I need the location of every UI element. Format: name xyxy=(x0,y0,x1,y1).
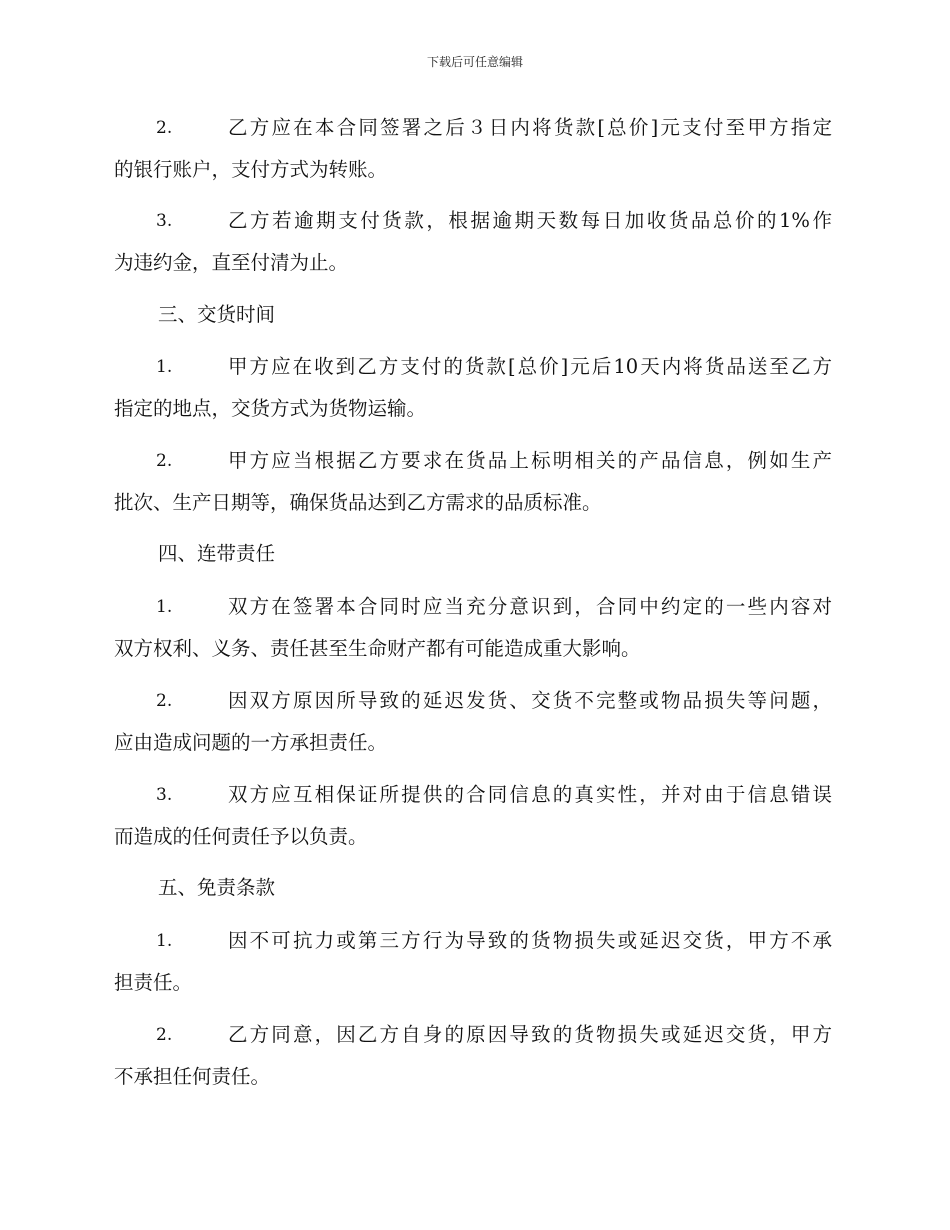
clause-text-line2: 担责任。 xyxy=(114,971,193,994)
clause-text-line2: 为违约金，直至付清为止。 xyxy=(114,251,349,274)
clause-text-line2: 的银行账户，支付方式为转账。 xyxy=(114,158,388,181)
clause-text-line1: 甲方应当根据乙方要求在货品上标明相关的产品信息，例如生产 xyxy=(228,449,832,472)
clause-text-line2: 而造成的任何责任予以负责。 xyxy=(114,825,368,848)
clause-text-line1: 双方在签署本合同时应当充分意识到，合同中约定的一些内容对 xyxy=(228,595,832,618)
clause-number: 2. xyxy=(156,451,173,471)
clause-text-line2: 应由造成问题的一方承担责任。 xyxy=(114,731,388,754)
clause-number: 1. xyxy=(156,357,173,377)
clause-text-line1: 因双方原因所导致的延迟发货、交货不完整或物品损失等问题， xyxy=(228,689,832,712)
clause-number: 2. xyxy=(156,1025,173,1045)
clause-number: 2. xyxy=(156,118,173,138)
clause-text-line1: 乙方同意，因乙方自身的原因导致的货物损失或延迟交货，甲方 xyxy=(228,1023,832,1046)
clause-number: 3. xyxy=(156,211,173,231)
clause-text-line1: 因不可抗力或第三方行为导致的货物损失或延迟交货，甲方不承 xyxy=(228,929,832,952)
clause-text-line1: 甲方应在收到乙方支付的货款[总价]元后10天内将货品送至乙方 xyxy=(228,355,832,378)
page-header: 下载后可任意编辑 xyxy=(426,55,523,69)
clause-text-line2: 指定的地点，交货方式为货物运输。 xyxy=(114,397,427,420)
clause-text-line2: 不承担任何责任。 xyxy=(114,1065,271,1088)
section-heading-text: 五、免责条款 xyxy=(158,876,276,899)
clause-text-line1: 乙方若逾期支付货款，根据逾期天数每日加收货品总价的1%作 xyxy=(228,209,832,232)
section-heading-text: 四、连带责任 xyxy=(158,542,276,565)
clause-number: 1. xyxy=(156,931,173,951)
clause-number: 3. xyxy=(156,785,173,805)
clause-text-line2: 双方权利、义务、责任甚至生命财产都有可能造成重大影响。 xyxy=(114,637,641,660)
section-heading-text: 三、交货时间 xyxy=(158,303,276,326)
clause-text-line1: 乙方应在本合同签署之后３日内将货款[总价]元支付至甲方指定 xyxy=(228,116,832,139)
clause-number: 1. xyxy=(156,597,173,617)
clause-text-line1: 双方应互相保证所提供的合同信息的真实性，并对由于信息错误 xyxy=(228,783,832,806)
clause-number: 2. xyxy=(156,691,173,711)
clause-text-line2: 批次、生产日期等，确保货品达到乙方需求的品质标准。 xyxy=(114,491,602,514)
